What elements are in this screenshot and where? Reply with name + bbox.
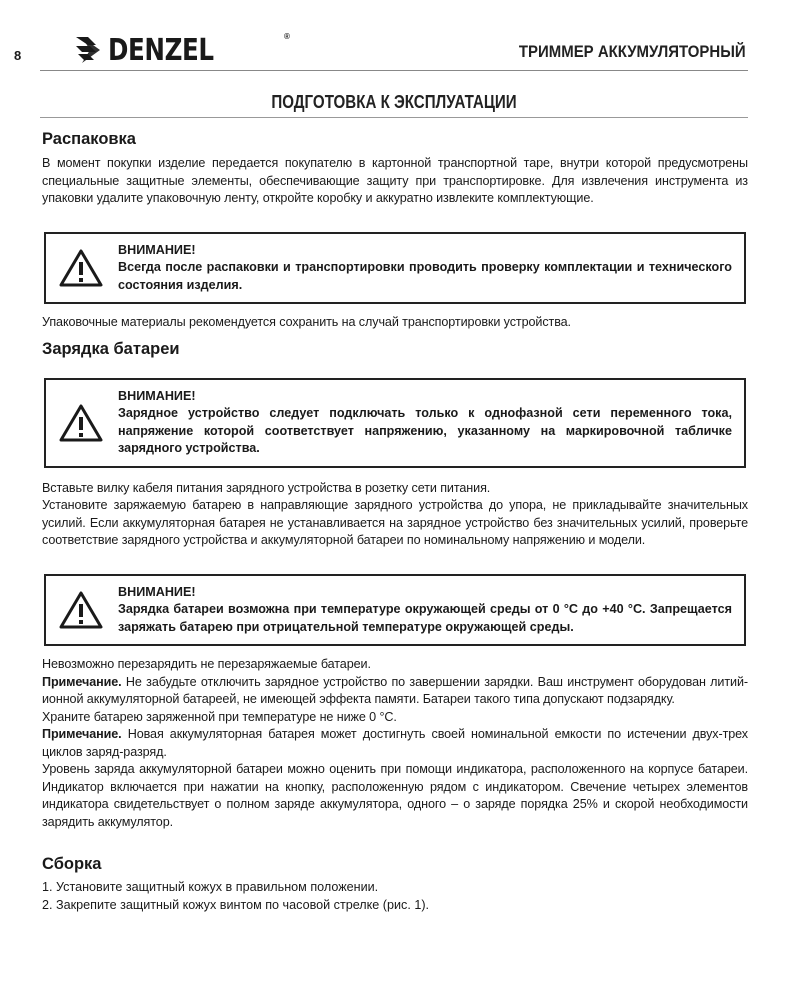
header-divider [40,70,748,71]
brand-logo [74,32,290,68]
unpacking-text: В момент покупки изделие передается покупателю в картонной транспортной таре, внутри которой предусмотрены специальные защитные элементы, обеспечивающие защиту при транспортировке. Для извлечения инструмента из упаковки удалите упаковочную ленту, откройте коробку и аккуратно извлеките комплектующие. [42,156,748,205]
warning-box-unpacking [44,232,746,305]
warning-title: ВНИМАНИЕ! [118,584,196,599]
unpacking-heading: Распаковка [42,130,136,148]
warning-title: ВНИМАНИЕ! [118,242,196,257]
charging-heading: Зарядка батареи [42,339,180,358]
list-item: 1. Установите защитный кожух в правильном положении. [42,880,379,894]
warning-box-temperature [44,574,746,647]
charging-paragraph: Уровень заряда аккумуляторной батареи можно оценить при помощи индикатора, расположенного на корпусе батареи. Индикатор включается при нажатии на кнопку, расположенную рядом с индикатором. Свечение четырех элементов индикатора свидетельствует о полном заряде аккумулятора, одного – о заряде порядка 25% и скорой необходимости зарядить аккумулятор. [42,762,748,829]
charging-note [42,674,748,709]
list-item: 2. Закрепите защитный кожух винтом по часовой стрелке (рис. 1). [42,897,430,912]
document-title: ТРИММЕР АККУМУЛЯТОРНЫЙ [519,42,746,61]
page-number: 8 [14,48,22,63]
warning-triangle-icon [58,403,104,443]
warning-text: Зарядное устройство следует подключать только к однофазной сети переменного тока, напряжение которой соответствует напряжению, указанному на маркировочной табличке зарядного устройства. [118,406,732,455]
warning-text: Всегда после распаковки и транспортировки проводить проверку комплектации и технического состояния изделия. [118,260,732,292]
denzel-logo-icon [74,35,104,65]
charging-note [42,726,748,761]
warning-triangle-icon [58,590,104,630]
note-label: Примечание. [42,674,122,689]
note-text: Новая аккумуляторная батарея может достигнуть своей номинальной емкости по истечении двух-трех циклов заряд-разряд. [42,727,748,759]
logo-registered-mark: ® [284,32,290,41]
warning-text: Зарядка батареи возможна при температуре окружающей среды от 0 °С до +40 °С. Запрещается заряжать батарею при отрицательной температуре окружающей среды. [118,602,732,634]
warning-box-charger [44,378,746,468]
charging-paragraph: Установите заряжаемую батарею в направляющие зарядного устройства до упора, не прикладывайте значительных усилий. Если аккумуляторная батарея не устанавливается на зарядное устройство без значительных усилий, проверьте соответствие зарядного устройства и аккумуляторной батареи по номинальному напряжению и модели. [42,498,748,547]
note-text: Не забудьте отключить зарядное устройство по завершении зарядки. Ваш инструмент оборудован литий-ионной аккумуляторной батареей, не имеющей эффекта памяти. Батареи такого типа допускают подзарядку. [42,674,748,706]
section-title [40,92,748,113]
packaging-note: Упаковочные материалы рекомендуется сохранить на случай транспортировки устройства. [42,315,571,329]
logo-text: DENZEL [108,32,214,68]
assembly-steps [42,879,748,914]
note-label: Примечание. [42,727,122,741]
charging-paragraph: Невозможно перезарядить не перезаряжаемые батареи. [42,657,371,671]
section-title-divider [40,117,748,118]
assembly-heading: Сборка [42,855,102,873]
charging-paragraph: Вставьте вилку кабеля питания зарядного устройства в розетку сети питания. [42,480,491,495]
warning-title: ВНИМАНИЕ! [118,388,196,403]
page-content [42,122,748,914]
warning-triangle-icon [58,248,104,288]
section-title-text: ПОДГОТОВКА К ЭКСПЛУАТАЦИИ [271,92,517,112]
charging-paragraph: Храните батарею заряженной при температуре не ниже 0 °С. [42,709,397,724]
